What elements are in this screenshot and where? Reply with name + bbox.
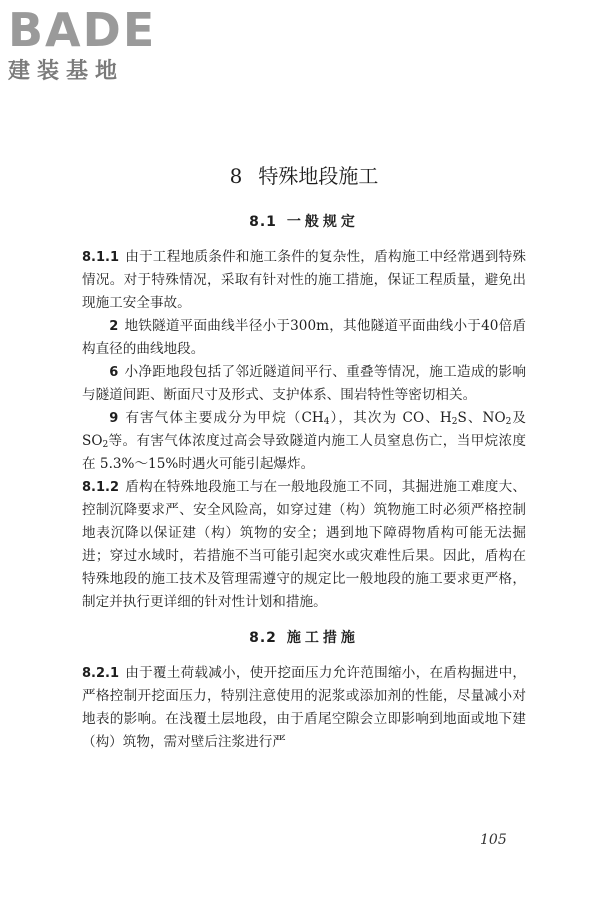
- item-number: 6: [109, 365, 119, 380]
- logo-wordmark: BADE: [8, 3, 157, 57]
- item-2: [82, 315, 526, 361]
- item-text-a: 有害气体主要成分为甲烷（CH: [124, 410, 324, 426]
- section-title-8-2: [82, 628, 526, 648]
- clause-text: 由于工程地质条件和施工条件的复杂性，盾构施工中经常遇到特殊情况。对于特殊情况，采取有针对性的施工措施，保证工程质量，避免出现施工安全事故。: [82, 249, 526, 311]
- section-title-text: 施工措施: [286, 630, 359, 646]
- clause-number: 8.1.1: [82, 250, 120, 265]
- chapter-title-text: 特殊地段施工: [258, 164, 379, 188]
- item-text-e: 等。有害气体浓度过高会导致隧道内施工人员窒息伤亡，当甲烷浓度在 5.3%～15%时遇火可能引起爆炸。: [82, 433, 526, 472]
- chapter-title: [82, 162, 526, 190]
- subscript: 2: [102, 440, 109, 450]
- logo-subtitle: 建装基地: [8, 59, 125, 84]
- spacer: [82, 614, 526, 628]
- subscript: 2: [451, 417, 458, 427]
- page-content: [82, 162, 526, 754]
- subscript: 2: [505, 417, 512, 427]
- clause-number: 8.2.1: [82, 666, 120, 681]
- clause-number: 8.1.2: [82, 480, 120, 495]
- clause-text: 盾构在特殊地段施工与在一般地段施工不同，其掘进施工难度大、控制沉降要求严、安全风险高，如穿过建（构）筑物施工时必须严格控制地表沉降以保证建（构）筑物的安全；遇到地下障碍物盾构可能无法掘进；穿过水域时，若措施不当可能引起突水或灾难性后果。因此，盾构在特殊地段的施工技术及管理需遵守的规定比一般地段的施工要求更严格，制定并执行更详细的针对性计划和措施。: [82, 479, 526, 610]
- section-title-8-1: [82, 212, 526, 232]
- brand-logo: [8, 4, 178, 86]
- item-6: [82, 361, 526, 407]
- section-number: 8.1: [249, 214, 277, 230]
- clause-8-2-1: [82, 662, 526, 754]
- item-text-c: S、NO: [457, 410, 506, 426]
- item-number: 2: [109, 319, 119, 334]
- clause-text: 由于覆土荷载减小，使开挖面压力允许范围缩小，在盾构掘进中，严格控制开挖面压力，特别注意使用的泥浆或添加剂的性能，尽量减小对地表的影响。在浅覆土层地段，由于盾尾空隙会立即影响到地面或地下建（构）筑物，需对壁后注浆进行严: [82, 665, 526, 750]
- item-text-b: ），其次为 CO、H: [329, 410, 452, 426]
- item-number: 9: [109, 411, 119, 426]
- page-number: 105: [480, 832, 507, 848]
- clause-8-1-1: [82, 246, 526, 315]
- clause-8-1-2: [82, 476, 526, 614]
- subscript: 4: [323, 417, 330, 427]
- item-text: 小净距地段包括了邻近隧道间平行、重叠等情况，施工造成的影响与隧道间距、断面尺寸及形式、支护体系、围岩特性等密切相关。: [82, 364, 526, 403]
- item-9: [82, 407, 526, 476]
- item-text-d: 及 SO: [82, 410, 527, 449]
- item-text: 地铁隧道平面曲线半径小于300m，其他隧道平面曲线小于40倍盾构直径的曲线地段。: [82, 318, 526, 357]
- section-title-text: 一般规定: [286, 214, 359, 230]
- chapter-number: 8: [229, 164, 243, 188]
- section-number: 8.2: [249, 630, 277, 646]
